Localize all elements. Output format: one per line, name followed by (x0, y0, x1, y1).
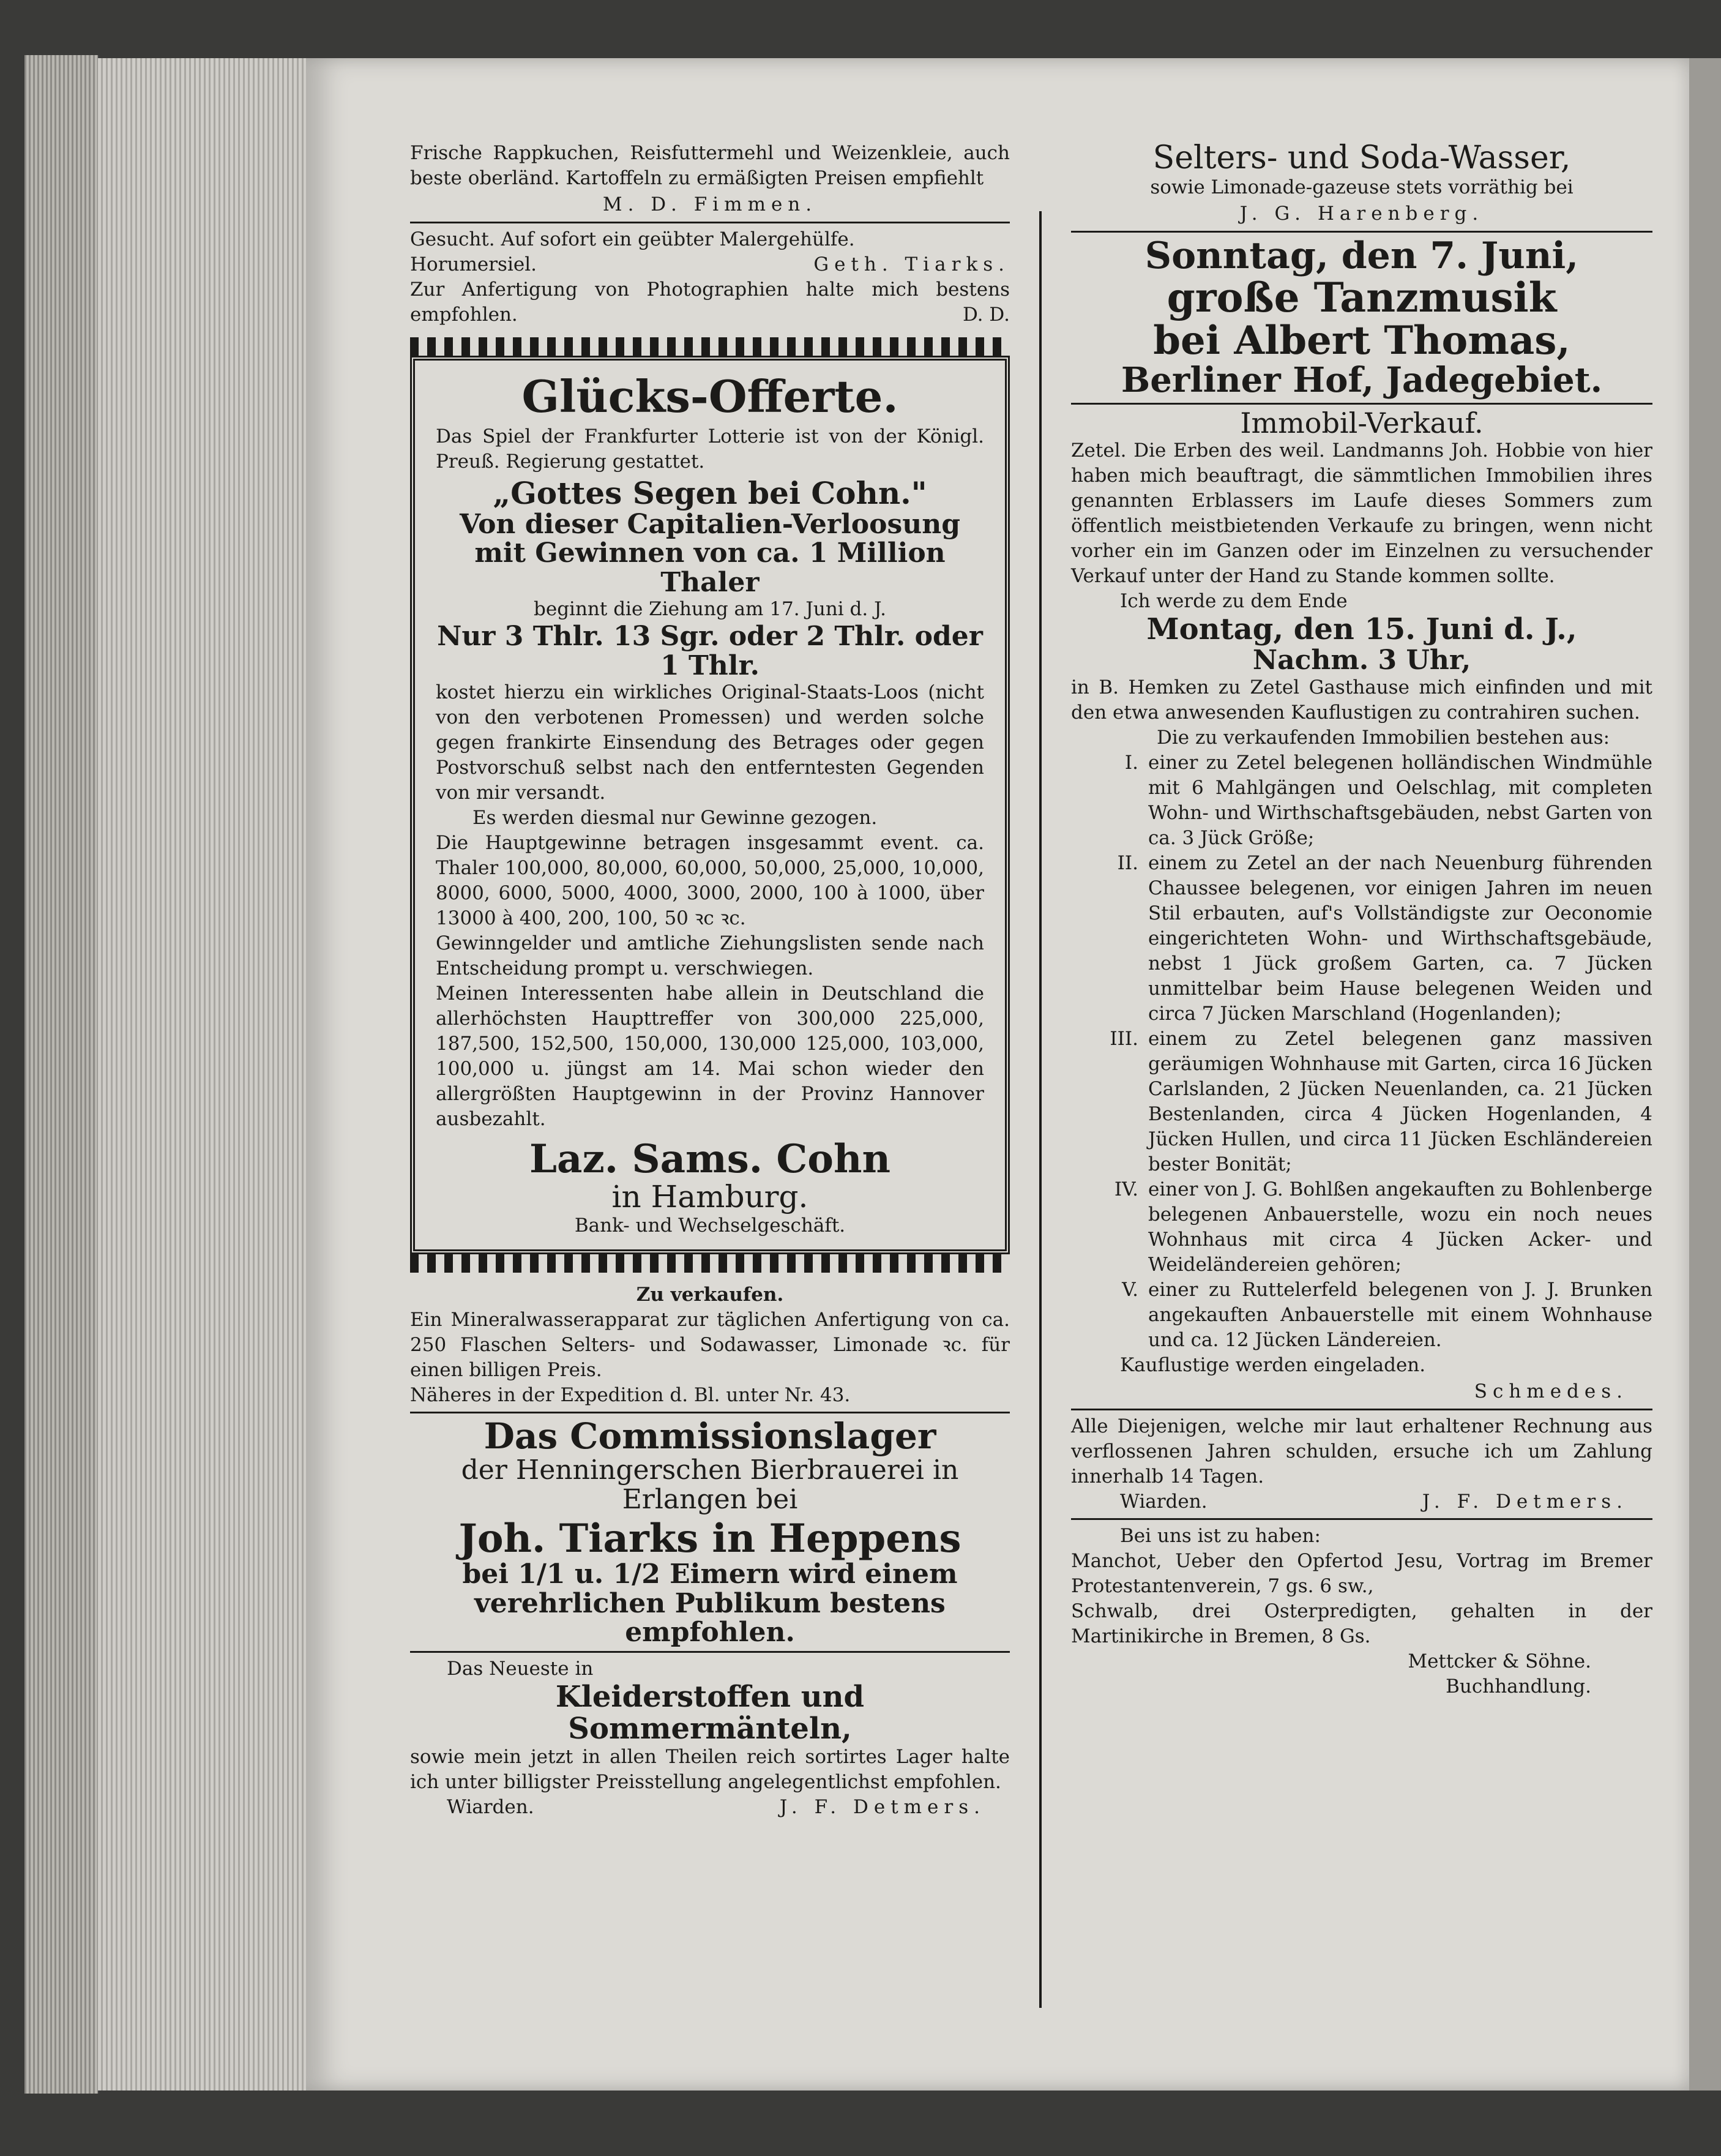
ad-malergehuelfe-line2 (410, 252, 1010, 277)
ad-malergehuelfe-place: Horumersiel. (410, 253, 537, 275)
ad-buchhandlung-signature1: Mettcker & Söhne. (1408, 1650, 1591, 1672)
ad-kleiderstoffe-title: Kleiderstoffen und Sommermänteln, (555, 1679, 865, 1746)
ad-verkaufen-title: Zu verkaufen. (636, 1284, 784, 1306)
list-item-num: V. (1122, 1278, 1138, 1301)
lottery-name: Laz. Sams. Cohn (529, 1136, 891, 1183)
lottery-body2: Es werden diesmal nur Gewinne gezogen. (472, 807, 878, 829)
divider (1071, 1409, 1652, 1410)
ad-immobil-title: Immobil-Verkauf. (1240, 406, 1484, 440)
divider (410, 222, 1010, 223)
ornament-border-top (410, 337, 1010, 356)
ad-kleiderstoffe-line1: Das Neueste in (447, 1657, 594, 1680)
lottery-heading1: „Gottes Segen bei Cohn." (493, 474, 927, 511)
lottery-body1: kostet hierzu ein wirkliches Original-Staats-Loos (nicht von den verbotenen Promessen) und werden solche gegen frankirte Einsendung des Betrages oder gegen Postvorschuß selbst nach den entferntesten Gegenden von mir versandt. (436, 681, 984, 804)
ad-buchhandlung-item1: Manchot, Ueber den Opfertod Jesu, Vortrag im Bremer Protestantenverein, 7 gs. 6 sw., (1071, 1549, 1652, 1597)
ad-immobil-text: Zetel. Die Erben des weil. Landmanns Joh. Hobbie von hier haben mich beauftragt, die sämmtlichen Immobilien ihres genannten Erblassers im Laufe dieses Sommers zum öffentlich meistbietenden Verkaufe zu bringen, wenn nicht vorher ein im Ganzen oder im Einzelnen zu versuchender Verkauf unter der Hand zu Stande kommen sollte. (1071, 440, 1652, 588)
divider (1071, 1518, 1652, 1520)
lottery-heading2: Von dieser Capitalien-Verloosung mit Gewinnen von ca. 1 Million Thaler (459, 508, 961, 598)
ad-detmers-payment-signature: J. F. Detmers. (1422, 1490, 1628, 1513)
ad-commissionslager-name: Joh. Tiarks in Heppens (458, 1516, 961, 1562)
list-item (1071, 1177, 1652, 1278)
list-item-num: I. (1124, 751, 1138, 774)
ad-verkaufen (410, 1282, 1010, 1408)
lottery-title: Glücks-Offerte. (521, 370, 898, 422)
list-item (1071, 851, 1652, 1027)
ad-buchhandlung-signature2: Buchhandlung. (1446, 1675, 1591, 1697)
ad-immobil-signature: Schmedes. (1474, 1380, 1628, 1402)
ad-immobil-end: Ich werde zu dem Ende (1120, 590, 1348, 613)
page-stack (98, 58, 306, 2090)
ad-commissionslager-line4: bei 1/1 u. 1/2 Eimern wird einem verehrlichen Publikum bestens empfohlen. (462, 1559, 958, 1649)
ad-tanzmusik (1071, 236, 1652, 399)
list-item-text: einer zu Zetel belegenen holländischen Windmühle mit 6 Mahlgängen und Oelschlag, mit completen Wohn- und Wirthschaftsgebäuden, nebst Garten von ca. 3 Jück Größe; (1148, 751, 1652, 849)
ad-buchhandlung-title: Bei uns ist zu haben: (1120, 1524, 1321, 1547)
ad-selters (1071, 141, 1652, 227)
list-item (1071, 750, 1652, 851)
lottery-body5: Meinen Interessenten habe allein in Deutschland die allerhöchsten Haupttreffer von 300,000 225,000, 187,500, 152,500, 150,000, 130,000 125,000, 103,000, 100,000 u. jüngst am 14. Mai schon wieder den allergrößten Hauptgewinn in der Provinz Hannover ausbezahlt. (436, 983, 984, 1131)
ad-kleiderstoffe (410, 1656, 1010, 1821)
right-column (1071, 141, 1652, 1699)
list-item-num: IV. (1114, 1178, 1138, 1200)
lottery-intro: Das Spiel der Frankfurter Lotterie ist von der Königl. Preuß. Regierung gestattet. (436, 425, 984, 473)
list-item (1071, 1278, 1652, 1353)
lottery-body4: Gewinngelder und amtliche Ziehungslisten sende nach Entscheidung prompt u. verschwiegen. (436, 932, 984, 980)
ad-malergehuelfe-line1: Gesucht. Auf sofort ein geübter Malergehülfe. (410, 228, 855, 250)
lottery-price: Nur 3 Thlr. 13 Sgr. oder 2 Thlr. oder 1 Thlr. (437, 621, 983, 681)
column-divider (1039, 211, 1042, 2008)
ornament-border-bottom (410, 1254, 1010, 1273)
ad-lottery (410, 356, 1010, 1254)
ad-immobil-time: Nachm. 3 Uhr, (1252, 645, 1471, 676)
list-item (1071, 1027, 1652, 1177)
list-item-text: einer zu Ruttelerfeld belegenen von J. J. Brunken angekauften Anbauerstelle mit einem Wohnhause und ca. 12 Jücken Ländereien. (1148, 1278, 1652, 1351)
divider (410, 1651, 1010, 1653)
ad-tanzmusik-line3: bei Albert Thomas, (1153, 318, 1570, 364)
ad-fimmen-signature: M. D. Fimmen. (602, 193, 818, 215)
ad-kleiderstoffe-place: Wiarden. (447, 1796, 534, 1819)
ad-fimmen-text: Frische Rappkuchen, Reisfuttermehl und Weizenkleie, auch beste oberländ. Kartoffeln zu ermäßigten Preisen empfiehlt (410, 142, 1010, 189)
ad-selters-text: sowie Limonade-gazeuse stets vorräthig bei (1150, 176, 1574, 199)
list-item-text: einer von J. G. Bohlßen angekauften zu Bohlenberge belegenen Anbauerstelle, wozu ein noch neues Wohnhaus mit circa 4 Jücken Acker- und Weideländereien gehören; (1148, 1178, 1652, 1276)
ad-verkaufen-ref: Näheres in der Expedition d. Bl. unter Nr. 43. (410, 1384, 851, 1407)
ad-commissionslager-title: Das Commissionslager (483, 1415, 936, 1458)
ad-kleiderstoffe-signature: J. F. Detmers. (779, 1796, 985, 1819)
ad-kleiderstoffe-text: sowie mein jetzt in allen Theilen reich sortirtes Lager halte ich unter billigster Preisstellung angelegentlichst empfohlen. (410, 1746, 1010, 1794)
ad-tanzmusik-line4: Berliner Hof, Jadegebiet. (1121, 360, 1603, 401)
ad-selters-title: Selters- und Soda-Wasser, (1152, 140, 1571, 176)
ad-immobil (1071, 408, 1652, 1405)
ad-immobil-listintro: Die zu verkaufenden Immobilien bestehen aus: (1157, 726, 1610, 749)
book-edge (24, 55, 99, 2094)
ad-detmers-payment-text: Alle Diejenigen, welche mir laut erhaltener Rechnung aus verflossenen Jahren schulden, ersuche ich um Zahlung innerhalb 14 Tagen. (1071, 1415, 1652, 1488)
ad-verkaufen-text: Ein Mineralwasserapparat zur täglichen Anfertigung von ca. 250 Flaschen Selters- und Sodawasser, Limonade ꝛc. für einen billigen Preis. (410, 1309, 1010, 1382)
list-item-num: II. (1117, 852, 1138, 874)
list-item-text: einem zu Zetel an der nach Neuenburg führenden Chaussee belegenen, vor einigen Jahren im neuen Stil erbauten, auf's Vollständigste zur Oeconomie eingerichteten Wohn- und Wirthschaftsgebäude, nebst 1 Jück großem Garten, ca. 7 Jücken unmittelbar beim Hause belegenen Weiden und circa 7 Jücken Marschland (Hogenlanden); (1148, 852, 1652, 1025)
ad-malergehuelfe (410, 227, 1010, 328)
right-page-edge (1689, 58, 1721, 2090)
list-item-text: einem zu Zetel belegenen ganz massiven geräumigen Wohnhause mit Garten, circa 16 Jücken Carlslanden, 2 Jücken Neuenlanden, ca. 21 Jücken Bestenlanden, circa 4 Jücken Hogenlanden, 4 Jücken Hullen, und circa 11 Jücken Eschländereien bester Bonität; (1148, 1027, 1652, 1175)
ad-buchhandlung-item2: Schwalb, drei Osterpredigten, gehalten in der Martinikirche in Bremen, 8 Gs. (1071, 1600, 1652, 1647)
ad-photo-signature: D. D. (962, 304, 1010, 326)
ad-tanzmusik-line2: große Tanzmusik (1167, 273, 1557, 321)
ad-commissionslager (410, 1417, 1010, 1647)
ad-fimmen (410, 141, 1010, 218)
ad-selters-signature: J. G. Harenberg. (1239, 203, 1484, 225)
divider (1071, 403, 1652, 405)
lottery-city: in Hamburg. (611, 1179, 808, 1215)
ad-commissionslager-line2: der Henningerschen Bierbrauerei in Erlangen bei (461, 1454, 959, 1515)
ad-immobil-date: Montag, den 15. Juni d. J., (1146, 612, 1577, 647)
lottery-draw: beginnt die Ziehung am 17. Juni d. J. (534, 598, 886, 621)
lottery-body3: Die Hauptgewinne betragen insgesammt event. ca. Thaler 100,000, 80,000, 60,000, 50,000, 25,000, 10,000, 8000, 6000, 5000, 4000, 3000, 2000, 100 à 1000, über 13000 à 400, 200, 100, 50 ꝛc ꝛc. (436, 832, 984, 930)
divider (410, 1412, 1010, 1413)
ad-immobil-closing: Kauflustige werden eingeladen. (1120, 1353, 1426, 1376)
ad-immobil-text2: in B. Hemken zu Zetel Gasthause mich einfinden und mit den etwa anwesenden Kauflustigen zu contrahiren suchen. (1071, 676, 1652, 724)
ad-detmers-payment-footer (1071, 1489, 1652, 1514)
ad-photo-text: Zur Anfertigung von Photographien halte mich bestens empfohlen. D. D. (410, 277, 1010, 328)
divider (1071, 231, 1652, 233)
ad-malergehuelfe-signature: Geth. Tiarks. (813, 253, 1010, 275)
ad-detmers-payment (1071, 1414, 1652, 1514)
ad-detmers-payment-place: Wiarden. (1120, 1490, 1208, 1513)
ad-kleiderstoffe-footer (410, 1795, 1010, 1820)
lottery-business: Bank- und Wechselgeschäft. (574, 1215, 846, 1237)
ad-buchhandlung (1071, 1524, 1652, 1699)
left-column (410, 141, 1010, 1820)
list-item-num: III. (1110, 1027, 1138, 1050)
ad-tanzmusik-line1: Sonntag, den 7. Juni, (1144, 234, 1579, 278)
